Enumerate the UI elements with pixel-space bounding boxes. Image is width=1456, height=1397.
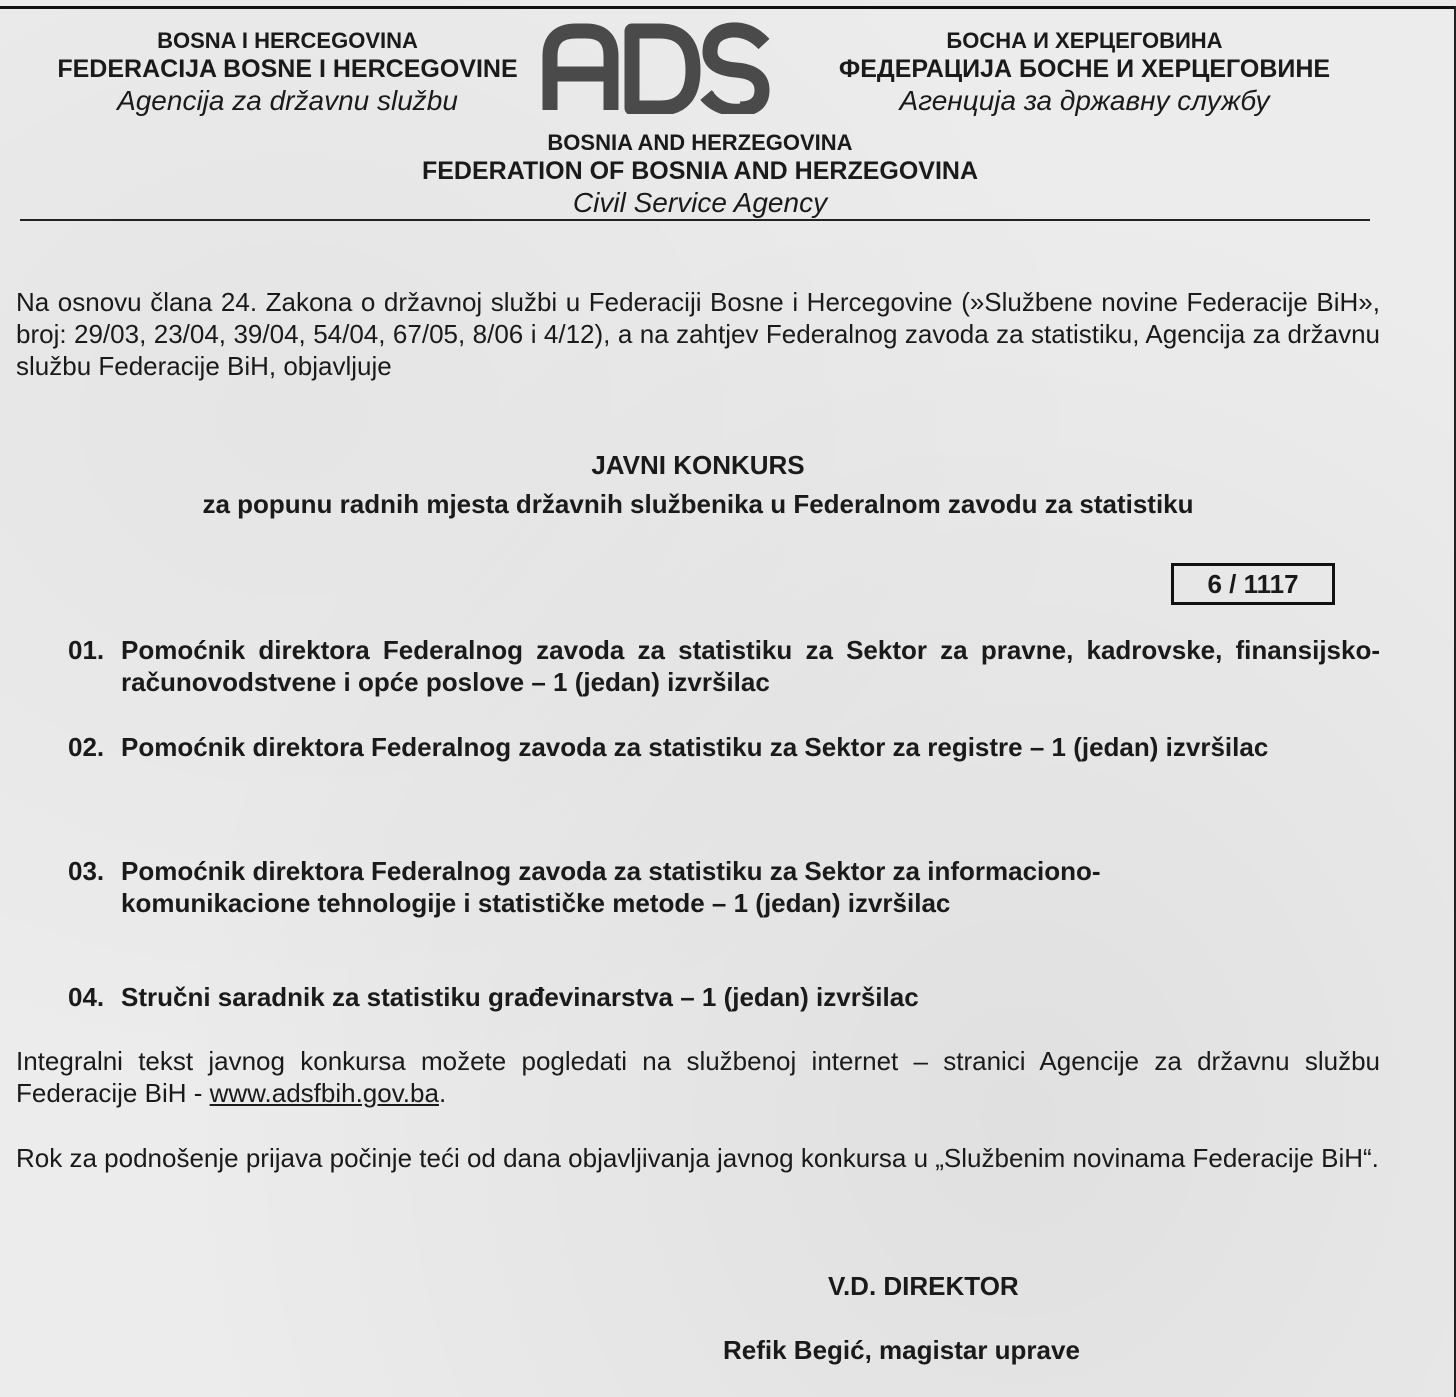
header-divider (20, 219, 1370, 221)
info-paragraph (16, 1045, 1380, 1109)
top-rule (0, 6, 1456, 9)
signatory-title: V.D. DIREKTOR (828, 1271, 1019, 1301)
header-center-agency: Civil Service Agency (572, 187, 828, 218)
position-text: Pomoćnik direktora Federalnog zavoda za statistiku za Sektor za informaciono-komunikacione tehnologije i statističke metode – 1 (jedan) izvršilac (121, 856, 1101, 918)
header-center-federation: FEDERATION OF BOSNIA AND HERZEGOVINA (421, 157, 979, 185)
position-number: 03. (68, 856, 105, 886)
info-text: Integralni tekst javnog konkursa možete pogledati na službenoj internet – stranici Agencije za državnu službu Federacije BiH - (16, 1046, 1380, 1108)
position-text: Stručni saradnik za statistiku građevinarstva – 1 (jedan) izvršilac (121, 982, 919, 1012)
deadline-paragraph: Rok za podnošenje prijava počinje teći od dana objavljivanja javnog konkursa u „Službenim novinama Federacije BiH“. (16, 1143, 1379, 1173)
document-subtitle: za popunu radnih mjesta državnih službenika u Federalnom zavodu za statistiku (202, 489, 1194, 519)
info-text-end: . (438, 1078, 447, 1108)
document-title: JAVNI KONKURS (591, 450, 805, 480)
header-left-federation: FEDERACIJA BOSNE I HERCEGOVINE (57, 55, 518, 83)
position-text: Pomoćnik direktora Federalnog zavoda za statistiku za Sektor za pravne, kadrovske, finansijsko-računovodstvene i opće poslove – 1 (jedan) izvršilac (121, 635, 1380, 697)
header-center-country: BOSNIA AND HERZEGOVINA (547, 130, 853, 155)
intro-paragraph: Na osnovu člana 24. Zakona o državnoj službi u Federaciji Bosne i Hercegovine (»Službene novine Federacije BiH», broj: 29/03, 23/04, 39/04, 54/04, 67/05, 8/06 i 4/12), a na zahtjev Federalnog zavoda za statistiku, Agencija za državnu službu Federacije BiH, objavljuje (16, 287, 1380, 381)
agency-website-link[interactable]: www.adsfbih.gov.ba (209, 1078, 439, 1108)
header-right-agency: Агенција за државну службу (899, 85, 1270, 116)
header-right-country: БОСНА И ХЕРЦЕГОВИНА (946, 28, 1223, 53)
header-left-agency: Agencija za državnu službu (117, 85, 458, 116)
header-center-english (300, 130, 1100, 220)
svg-text:ADS: ADS (540, 22, 543, 23)
position-item (68, 731, 1380, 763)
position-number: 04. (68, 982, 105, 1012)
position-item (68, 855, 1228, 919)
reference-number-box: 6 / 1117 (1171, 563, 1335, 605)
signatory-name: Refik Begić, magistar uprave (723, 1335, 1080, 1365)
ads-logo (540, 22, 772, 114)
header-right-federation: ФЕДЕРАЦИЈА БОСНЕ И ХЕРЦЕГОВИНЕ (838, 55, 1331, 83)
position-item (68, 981, 1380, 1013)
header-right-cyrillic (812, 28, 1357, 118)
header-left-latin (40, 28, 535, 118)
position-number: 02. (68, 732, 105, 762)
header-left-country: BOSNA I HERCEGOVINA (157, 28, 418, 53)
position-text: Pomoćnik direktora Federalnog zavoda za statistiku za Sektor za registre – 1 (jedan) izvršilac (121, 732, 1269, 762)
position-number: 01. (68, 635, 105, 665)
position-item (68, 634, 1380, 698)
